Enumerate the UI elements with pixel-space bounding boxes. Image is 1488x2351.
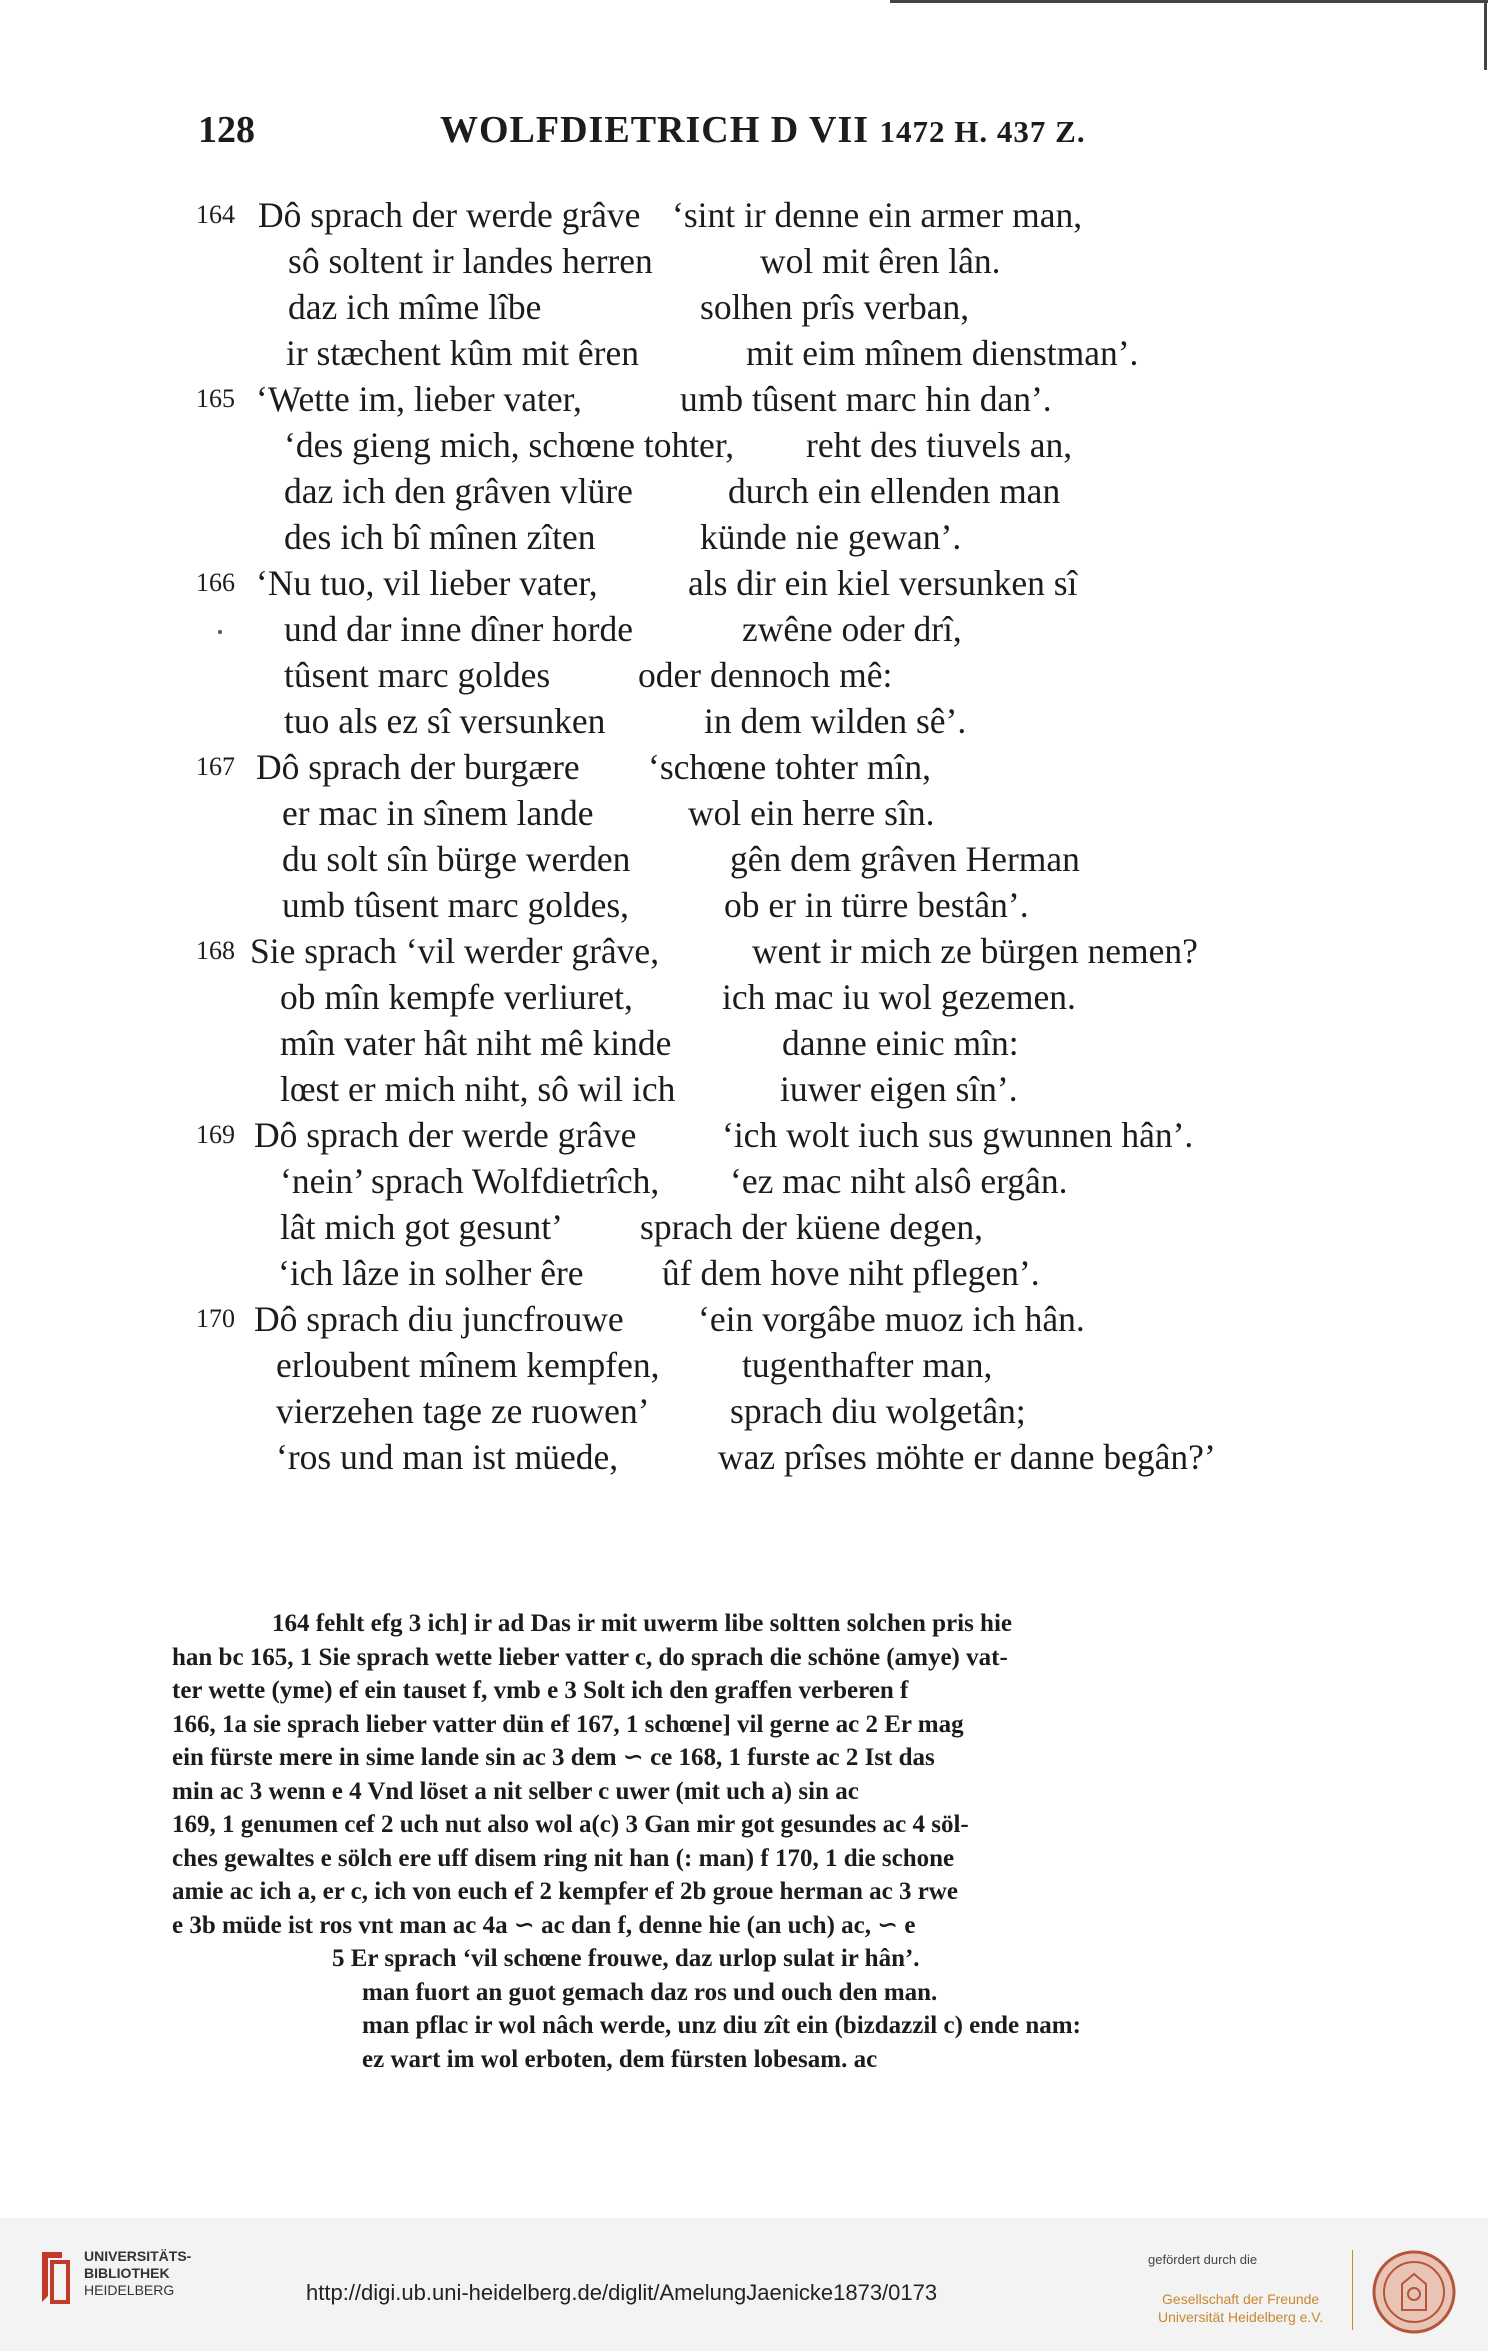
apparatus-line: 166, 1a sie sprach lieber vatter dün ef 167, 1 schœne] vil gerne ac 2 Er mag bbox=[172, 1710, 964, 1738]
second-half-line: sprach diu wolgetân; bbox=[730, 1391, 1026, 1431]
first-half-line: ir stæchent kûm mit êren bbox=[286, 333, 639, 373]
stanza-number: 164 bbox=[196, 200, 235, 229]
sponsor-name-line: Universität Heidelberg e.V. bbox=[1158, 2309, 1324, 2325]
first-half-line: Dô sprach der burgære bbox=[256, 747, 580, 787]
first-half-line: mîn vater hât niht mê kinde bbox=[280, 1023, 672, 1063]
verse-line bbox=[0, 240, 1488, 286]
scan-edge-line bbox=[1484, 0, 1487, 70]
second-half-line: reht des tiuvels an, bbox=[806, 425, 1073, 465]
running-title-text: WOLFDIETRICH D VII bbox=[440, 109, 870, 151]
verse-line bbox=[0, 884, 1488, 930]
verse-line bbox=[0, 1022, 1488, 1068]
second-half-line: ‘sint ir denne ein armer man, bbox=[672, 195, 1083, 235]
second-half-line: ‘ich wolt iuch sus gwunnen hân’. bbox=[722, 1115, 1194, 1155]
first-half-line: und dar inne dîner horde bbox=[284, 609, 633, 649]
verse-line bbox=[0, 1160, 1488, 1206]
first-half-line: lœst er mich niht, sô wil ich bbox=[280, 1069, 676, 1109]
second-half-line: ich mac iu wol gezemen. bbox=[722, 977, 1076, 1017]
print-speck bbox=[218, 630, 222, 634]
second-half-line: went ir mich ze bürgen nemen? bbox=[752, 931, 1198, 971]
stanza-number: 165 bbox=[196, 384, 235, 413]
library-name-line: UNIVERSITÄTS- bbox=[84, 2248, 192, 2264]
apparatus-line: 169, 1 genumen cef 2 uch nut also wol a(c) 3 Gan mir got gesundes ac 4 söl- bbox=[172, 1811, 969, 1838]
verse-line bbox=[0, 838, 1488, 884]
first-half-line: ‘Wette im, lieber vater, bbox=[256, 379, 582, 419]
second-half-line: gên dem grâven Herman bbox=[730, 839, 1080, 879]
digitization-footer bbox=[0, 2218, 1488, 2351]
verse-line bbox=[0, 746, 1488, 792]
verse-line bbox=[0, 700, 1488, 746]
apparatus-line: amie ac ich a, er c, ich von euch ef 2 kempfer ef 2b groue herman ac 3 rwe bbox=[172, 1878, 958, 1905]
verse-line bbox=[0, 1068, 1488, 1114]
verse-line bbox=[0, 654, 1488, 700]
apparatus-line: man pflac ir wol nâch werde, unz diu zît ein (bizdazzil c) ende nam: bbox=[362, 2012, 1081, 2039]
apparatus-line: man fuort an guot gemach daz ros und ouch den man. bbox=[362, 1978, 938, 2006]
verse-line bbox=[0, 1344, 1488, 1390]
running-title bbox=[440, 108, 1086, 152]
apparatus-line: ches gewaltes e sölch ere uff disem ring nit han (: man) f 170, 1 die schone bbox=[172, 1844, 955, 1872]
second-half-line: in dem wilden sê’. bbox=[704, 701, 967, 741]
sponsor-name-line: Gesellschaft der Freunde bbox=[1162, 2291, 1320, 2307]
second-half-line: oder dennoch mê: bbox=[638, 655, 893, 695]
first-half-line: Dô sprach der werde grâve bbox=[258, 195, 641, 235]
first-half-line: ‘ich lâze in solher êre bbox=[278, 1253, 584, 1293]
apparatus-line: ez wart im wol erboten, dem fürsten lobesam. ac bbox=[362, 2045, 878, 2073]
first-half-line: erloubent mînem kempfen, bbox=[276, 1345, 660, 1385]
first-half-line: ‘Nu tuo, vil lieber vater, bbox=[256, 563, 598, 603]
apparatus-line: ein fürste mere in sime lande sin ac 3 dem ∽ ce 168, 1 furste ac 2 Ist das bbox=[172, 1744, 935, 1771]
first-half-line: daz ich den grâven vlüre bbox=[284, 471, 633, 511]
second-half-line: iuwer eigen sîn’. bbox=[780, 1069, 1018, 1109]
first-half-line: sô soltent ir landes herren bbox=[288, 241, 653, 281]
apparatus-line: min ac 3 wenn e 4 Vnd löset a nit selber c uwer (mit uch a) sin ac bbox=[172, 1777, 859, 1805]
sponsor-name bbox=[1158, 2290, 1323, 2326]
page-number: 128 bbox=[198, 109, 255, 151]
first-half-line: er mac in sînem lande bbox=[282, 793, 594, 833]
first-half-line: umb tûsent marc goldes, bbox=[282, 885, 630, 925]
verse-line bbox=[0, 1206, 1488, 1252]
first-half-line: daz ich mîme lîbe bbox=[288, 287, 542, 327]
verse-line bbox=[0, 562, 1488, 608]
first-half-line: ‘des gieng mich, schœne tohter, bbox=[284, 425, 735, 465]
second-half-line: ob er in türre bestân’. bbox=[724, 885, 1029, 925]
verse-line bbox=[0, 1252, 1488, 1298]
apparatus-line: ter wette (yme) ef ein tauset f, vmb e 3 Solt ich den graffen verberen f bbox=[172, 1677, 909, 1704]
first-half-line: Dô sprach diu juncfrouwe bbox=[254, 1299, 624, 1339]
first-half-line: des ich bî mînen zîten bbox=[284, 517, 596, 557]
apparatus-line: han bc 165, 1 Sie sprach wette lieber vatter c, do sprach die schöne (amye) vat- bbox=[172, 1643, 1008, 1671]
first-half-line: ‘ros und man ist müede, bbox=[276, 1437, 619, 1477]
apparatus-line: 164 fehlt efg 3 ich] ir ad Das ir mit uwerm libe soltten solchen pris hie bbox=[272, 1610, 1012, 1637]
permalink-url[interactable]: http://digi.ub.uni-heidelberg.de/diglit/AmelungJaenicke1873/0173 bbox=[306, 2280, 938, 2305]
second-half-line: umb tûsent marc hin dan’. bbox=[680, 379, 1052, 419]
verse-line bbox=[0, 1298, 1488, 1344]
library-name bbox=[84, 2248, 191, 2299]
second-half-line: sprach der küene degen, bbox=[640, 1207, 984, 1247]
page-header bbox=[0, 108, 1488, 158]
folio-reference: 1472 H. 437 Z. bbox=[879, 114, 1086, 149]
second-half-line: zwêne oder drî, bbox=[742, 609, 962, 649]
second-half-line: tugenthafter man, bbox=[742, 1345, 993, 1385]
verse-line bbox=[0, 976, 1488, 1022]
stanza-number: 168 bbox=[196, 936, 235, 965]
verse-line bbox=[0, 1436, 1488, 1482]
first-half-line: tûsent marc goldes bbox=[284, 655, 551, 695]
scan-edge-line bbox=[890, 0, 1488, 3]
second-half-line: als dir ein kiel versunken sî bbox=[688, 563, 1078, 603]
verse-line bbox=[0, 608, 1488, 654]
first-half-line: lât mich got gesunt’ bbox=[280, 1207, 563, 1247]
verse-line bbox=[0, 378, 1488, 424]
second-half-line: ‘ez mac niht alsô ergân. bbox=[730, 1161, 1068, 1201]
stanza-number: 170 bbox=[196, 1304, 235, 1333]
verse-text bbox=[0, 194, 1488, 1482]
second-half-line: künde nie gewan’. bbox=[700, 517, 962, 557]
stanza-number: 166 bbox=[196, 568, 235, 597]
second-half-line: ‘ein vorgâbe muoz ich hân. bbox=[698, 1299, 1085, 1339]
sponsor-label: gefördert durch die bbox=[1148, 2252, 1258, 2267]
first-half-line: tuo als ez sî versunken bbox=[284, 701, 606, 741]
second-half-line: mit eim mînem dienstman’. bbox=[746, 333, 1139, 373]
verse-line bbox=[0, 516, 1488, 562]
first-half-line: ob mîn kempfe verliuret, bbox=[280, 977, 633, 1017]
second-half-line: danne einic mîn: bbox=[782, 1023, 1019, 1063]
second-half-line: wol mit êren lân. bbox=[760, 241, 1001, 281]
university-seal-icon bbox=[1372, 2250, 1456, 2334]
footer-divider bbox=[1352, 2250, 1353, 2330]
library-name-line: BIBLIOTHEK bbox=[84, 2265, 170, 2281]
verse-line bbox=[0, 1390, 1488, 1436]
critical-apparatus bbox=[172, 1607, 1302, 2076]
first-half-line: ‘nein’ sprach Wolfdietrîch, bbox=[280, 1161, 660, 1201]
library-name-line: HEIDELBERG bbox=[84, 2282, 175, 2298]
verse-line bbox=[0, 792, 1488, 838]
verse-line bbox=[0, 470, 1488, 516]
verse-line bbox=[0, 930, 1488, 976]
second-half-line: waz prîses möhte er danne begân?’ bbox=[718, 1437, 1216, 1477]
verse-line bbox=[0, 424, 1488, 470]
first-half-line: Sie sprach ‘vil werder grâve, bbox=[250, 931, 660, 971]
apparatus-line: e 3b müde ist ros vnt man ac 4a ∽ ac dan f, denne hie (an uch) ac, ∽ e bbox=[172, 1911, 916, 1939]
apparatus-line: 5 Er sprach ‘vil schœne frouwe, daz urlop sulat ir hân’. bbox=[332, 1945, 920, 1972]
second-half-line: ‘schœne tohter mîn, bbox=[648, 747, 931, 787]
stanza-number: 169 bbox=[196, 1120, 235, 1149]
library-logo-icon bbox=[38, 2248, 72, 2306]
second-half-line: durch ein ellenden man bbox=[728, 471, 1061, 511]
second-half-line: wol ein herre sîn. bbox=[688, 793, 935, 833]
first-half-line: du solt sîn bürge werden bbox=[282, 839, 631, 879]
verse-line bbox=[0, 194, 1488, 240]
verse-line bbox=[0, 332, 1488, 378]
verse-line bbox=[0, 286, 1488, 332]
second-half-line: solhen prîs verban, bbox=[700, 287, 970, 327]
verse-line bbox=[0, 1114, 1488, 1160]
second-half-line: ûf dem hove niht pflegen’. bbox=[662, 1253, 1040, 1293]
first-half-line: vierzehen tage ze ruowen’ bbox=[276, 1391, 650, 1431]
first-half-line: Dô sprach der werde grâve bbox=[254, 1115, 637, 1155]
stanza-number: 167 bbox=[196, 752, 235, 781]
